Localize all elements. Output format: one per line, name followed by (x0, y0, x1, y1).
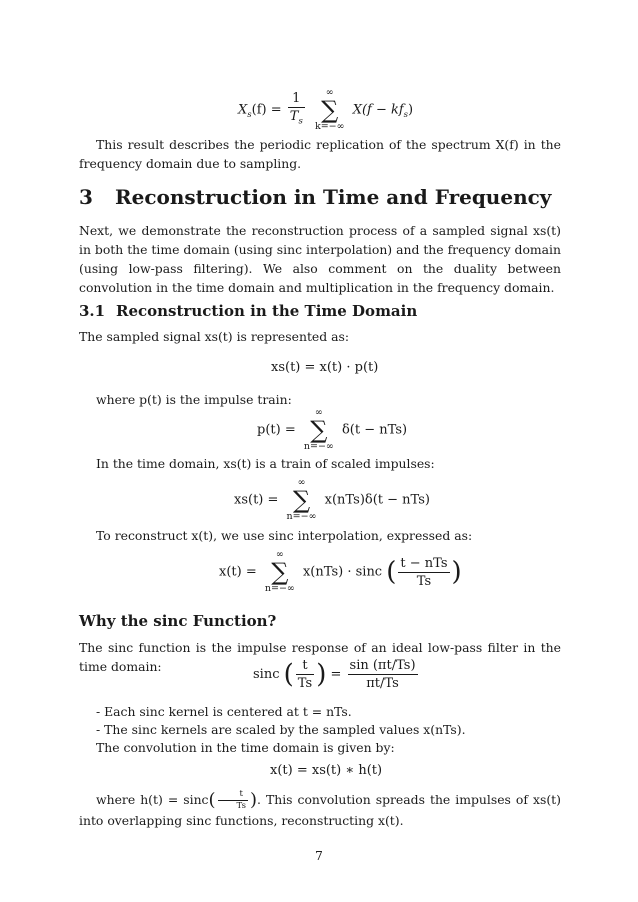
eq-p-summation: ∞ ∑ n=−∞ (303, 407, 334, 452)
equation-impulse-train (257, 408, 407, 452)
paragraph-in-time: In the time domain, xs(t) is a train of scaled impulses: (96, 456, 435, 471)
eq-xs2-body: x(nTs)δ(t − nTs) (324, 492, 431, 508)
paragraph-sampled: The sampled signal xs(t) is represented as: (79, 329, 350, 344)
eq-x-lhs: x(t) = (219, 564, 257, 580)
where-h-den: Ts (236, 801, 246, 811)
eq-lhs-arg: (f) = (251, 102, 282, 118)
paragraph-reconstruct: To reconstruct x(t), we use sinc interpolation, expressed as: (96, 528, 473, 543)
eq-summation: ∞ ∑ k=−∞ (314, 87, 345, 132)
eq-fraction (288, 91, 305, 130)
equation-sinc-definition: sinc ( $\frac{t}{Ts}$ ) = $\frac{\sin (\pi t/Ts)}{\pi t/Ts}$ (253, 658, 416, 691)
bullet-scaled: - The sinc kernels are scaled by the sampled values x(nTs). (96, 722, 466, 737)
where-h-num: t (218, 790, 248, 801)
subsection-heading-3-1 (79, 302, 417, 320)
sum-upper: ∞ (297, 477, 306, 488)
sum-upper: ∞ (275, 549, 284, 560)
eq-x-num: t − nTs (400, 555, 448, 571)
eq-sinc-den-left: Ts (297, 676, 313, 691)
eq-x-den: Ts (416, 573, 432, 589)
eq-sinc-den-right: πt/Ts (366, 676, 399, 691)
eq-sinc-frac-right (348, 658, 418, 691)
eq-xs2-summation: ∞ ∑ n=−∞ (286, 477, 317, 522)
equation-convolution: x(t) = xs(t) ∗ h(t) (270, 763, 383, 778)
eq-lhs-sub: s (247, 110, 252, 121)
eq-body-sub: s (403, 110, 409, 121)
subsection-title: Reconstruction in the Time Domain (116, 302, 418, 320)
eq-p-lhs: p(t) = (257, 422, 296, 438)
eq-frac-den: T (289, 108, 299, 124)
section-heading-3 (79, 185, 551, 209)
equation-scaled-impulses (234, 478, 430, 522)
equation-sampled-product: xs(t) = x(t) · p(t) (271, 360, 379, 375)
eq-xs2-lhs: xs(t) = (234, 492, 279, 508)
page-number: 7 (315, 848, 323, 863)
where-h-fraction (218, 790, 248, 811)
eq-sinc-frac-left (296, 658, 314, 691)
heading-why-sinc: Why the sinc Function? (79, 612, 277, 630)
section-number: 3 (79, 185, 93, 209)
eq-sinc-lhs: sinc (253, 667, 280, 682)
sum-upper: ∞ (314, 407, 323, 418)
paragraph-conv: The convolution in the time domain is given by: (96, 740, 395, 755)
equation-spectrum-replication (238, 88, 413, 132)
eq-frac-num: 1 (288, 91, 305, 108)
eq-frac-den-sub: s (298, 116, 303, 127)
paragraph-sinc-intro: The sinc function is the impulse response of an ideal low-pass filter in the time domain: (79, 640, 561, 674)
sum-lower: n=−∞ (303, 441, 334, 452)
where-h-post: . This convolution spreads the impulses of xs(t) into overlapping sinc functions, reconstructing x(t). (79, 792, 561, 828)
eq-x-fraction (398, 556, 449, 589)
eq-x-summation: ∞ ∑ n=−∞ (264, 549, 295, 594)
bullet-centered: - Each sinc kernel is centered at t = nTs. (96, 704, 352, 719)
sum-lower: n=−∞ (286, 511, 317, 522)
paragraph-where-h: where h(t) = sinc( $\frac{t}{Ts}$ ). This convolution spreads the impulses of xs(t) into overlapping sinc functions, reconstructing x(t). (79, 789, 561, 828)
sum-lower: k=−∞ (314, 121, 345, 132)
eq-sinc-equals: = (330, 667, 342, 682)
paragraph-where-p: where p(t) is the impulse train: (96, 392, 292, 407)
equation-sinc-interpolation: x(t) = ∞ ∑ n=−∞ x(nTs) · sinc ( $\frac{\text{t − nTs}}{Ts}$ ) (219, 549, 462, 594)
where-h-pre: where h(t) = sinc (96, 792, 209, 807)
section-title: Reconstruction in Time and Frequency (115, 185, 552, 209)
sum-lower: n=−∞ (264, 583, 295, 594)
eq-body-end: ) (408, 102, 414, 118)
paragraph-result: This result describes the periodic replication of the spectrum X(f) in the frequency domain due to sampling. (79, 137, 561, 171)
eq-sinc-num-left: t (296, 658, 314, 675)
subsection-number: 3.1 (79, 302, 106, 320)
eq-p-body: δ(t − nTs) (341, 422, 408, 438)
eq-sinc-num-right: sin (πt/Ts) (349, 658, 416, 673)
eq-lhs: X (238, 102, 248, 118)
eq-body: X(f − kf (352, 102, 404, 118)
sum-upper: ∞ (325, 87, 334, 98)
eq-x-body: x(nTs) · sinc (302, 564, 383, 580)
paragraph-next: Next, we demonstrate the reconstruction process of a sampled signal xs(t) in both the time domain (using sinc interpolation) and the frequency domain (using low-pass filtering). We also comment on the duality between convolution in the time domain and multiplication in the frequency domain. (79, 223, 561, 295)
